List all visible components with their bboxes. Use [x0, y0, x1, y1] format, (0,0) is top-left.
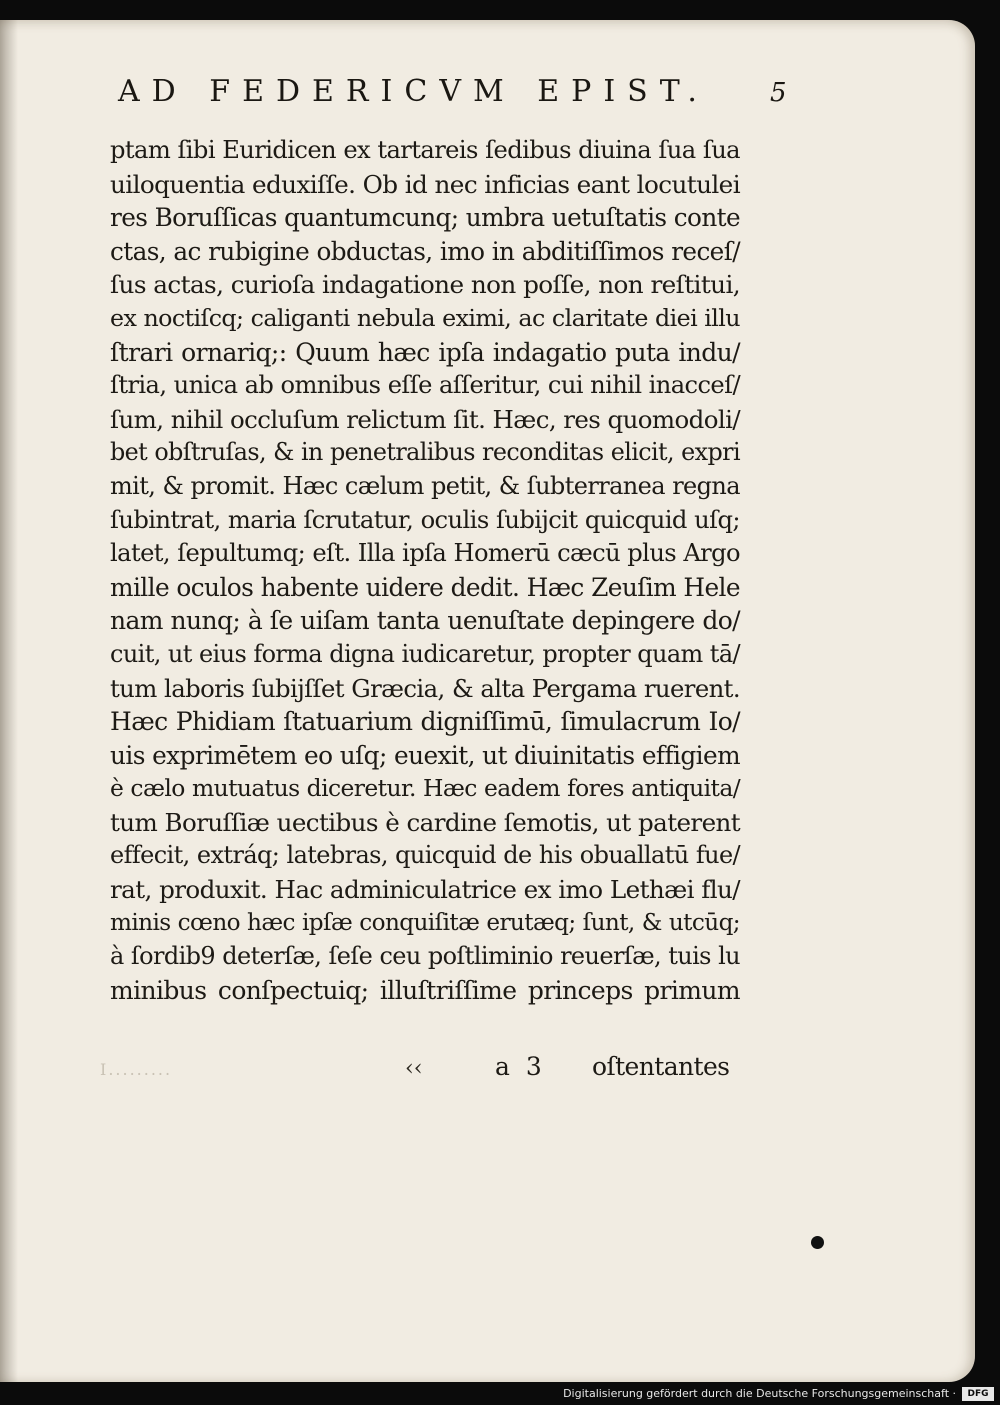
catchword: oſtentantes: [592, 1052, 730, 1081]
faint-show-through: I.........: [100, 1060, 173, 1079]
text-line: tum Boruſſiæ uectibus è cardine ſemotis, ut paterent: [110, 807, 740, 837]
text-line: uis exprimētem eo uſq; euexit, ut diuinitatis effigiem: [110, 740, 740, 770]
page-number: 5: [770, 78, 787, 108]
text-line: è cælo mutuatus diceretur. Hæc eadem fores antiquita/: [110, 774, 740, 803]
text-line: nam nunq; à ſe uiſam tanta uenuſtate depingere do/: [110, 606, 740, 636]
credit-text: Digitalisierung gefördert durch die Deutsche Forschungsgemeinschaft ·: [563, 1387, 956, 1400]
text-line: ex noctiſcq; caliganti nebula eximi, ac claritate diei illu: [110, 303, 740, 332]
text-line: ſus actas, curioſa indagatione non poſſe, non reſtitui,: [110, 270, 740, 300]
text-line: cuit, ut eius forma digna iudicaretur, propter quam tā/: [110, 639, 740, 668]
text-line: effecit, extráq; latebras, quicquid de his obuallatū fue/: [110, 841, 740, 870]
text-line: ſtria, unica ab omnibus eſſe aſſeritur, cui nihil inacceſ/: [110, 371, 740, 400]
text-line: latet, ſepultumq; eſt. Illa ipſa Homerū cæcū plus Argo: [110, 539, 740, 568]
text-line: ptam ſibi Euridicen ex tartareis ſedibus diuina ſua ſua: [110, 136, 740, 164]
ink-dot: [811, 1236, 824, 1249]
footer-mark: ‹‹: [405, 1056, 423, 1081]
text-line: minibus conſpectuiq; illuſtriſſime princeps primum: [110, 975, 740, 1005]
text-line: mit, & promit. Hæc cælum petit, & ſubterranea regna: [110, 471, 740, 500]
text-line: rat, produxit. Hac adminiculatrice ex imo Lethæi flu/: [110, 875, 740, 905]
text-line: tum laboris ſubijſſet Græcia, & alta Pergama ruerent.: [110, 673, 740, 703]
text-line: bet obſtruſas, & in penetralibus reconditas elicit, expri: [110, 438, 740, 467]
text-line: ctas, ac rubigine obductas, imo in abditiſſimos receſ/: [110, 236, 740, 266]
text-line: uiloquentia eduxiſſe. Ob id nec inficias eant locutulei: [110, 169, 740, 199]
text-line: mille oculos habente uidere dedit. Hæc Zeuſim Hele: [110, 572, 740, 602]
credit-bar: [0, 1383, 1000, 1405]
text-line: ſum, nihil occluſum relictum ſit. Hæc, res quomodoli/: [110, 404, 740, 434]
signature-mark: a 3: [495, 1052, 542, 1081]
text-line: Hæc Phidiam ſtatuarium digniſſimū, ſimulacrum Io/: [110, 707, 740, 737]
text-block: [110, 134, 740, 1007]
text-line: res Boruſſicas quantumcunq; umbra uetuſtatis conte: [110, 203, 740, 233]
text-line: minis cœno hæc ipſæ conquiſitæ erutæq; ſunt, & utcūq;: [110, 909, 740, 936]
book-page: [0, 20, 975, 1382]
dfg-logo-icon: DFG: [962, 1387, 994, 1401]
text-line: ſubintrat, maria ſcrutatur, oculis ſubijcit quicquid uſq;: [110, 505, 740, 534]
text-line: ſtrari ornariq;: Quum hæc ipſa indagatio puta indu/: [110, 337, 740, 367]
text-line: à ſordib9 deterſæ, ſeſe ceu poſtliminio reuerſæ, tuis lu: [110, 942, 740, 971]
running-head: AD FEDERICVM EPIST.: [118, 74, 709, 109]
